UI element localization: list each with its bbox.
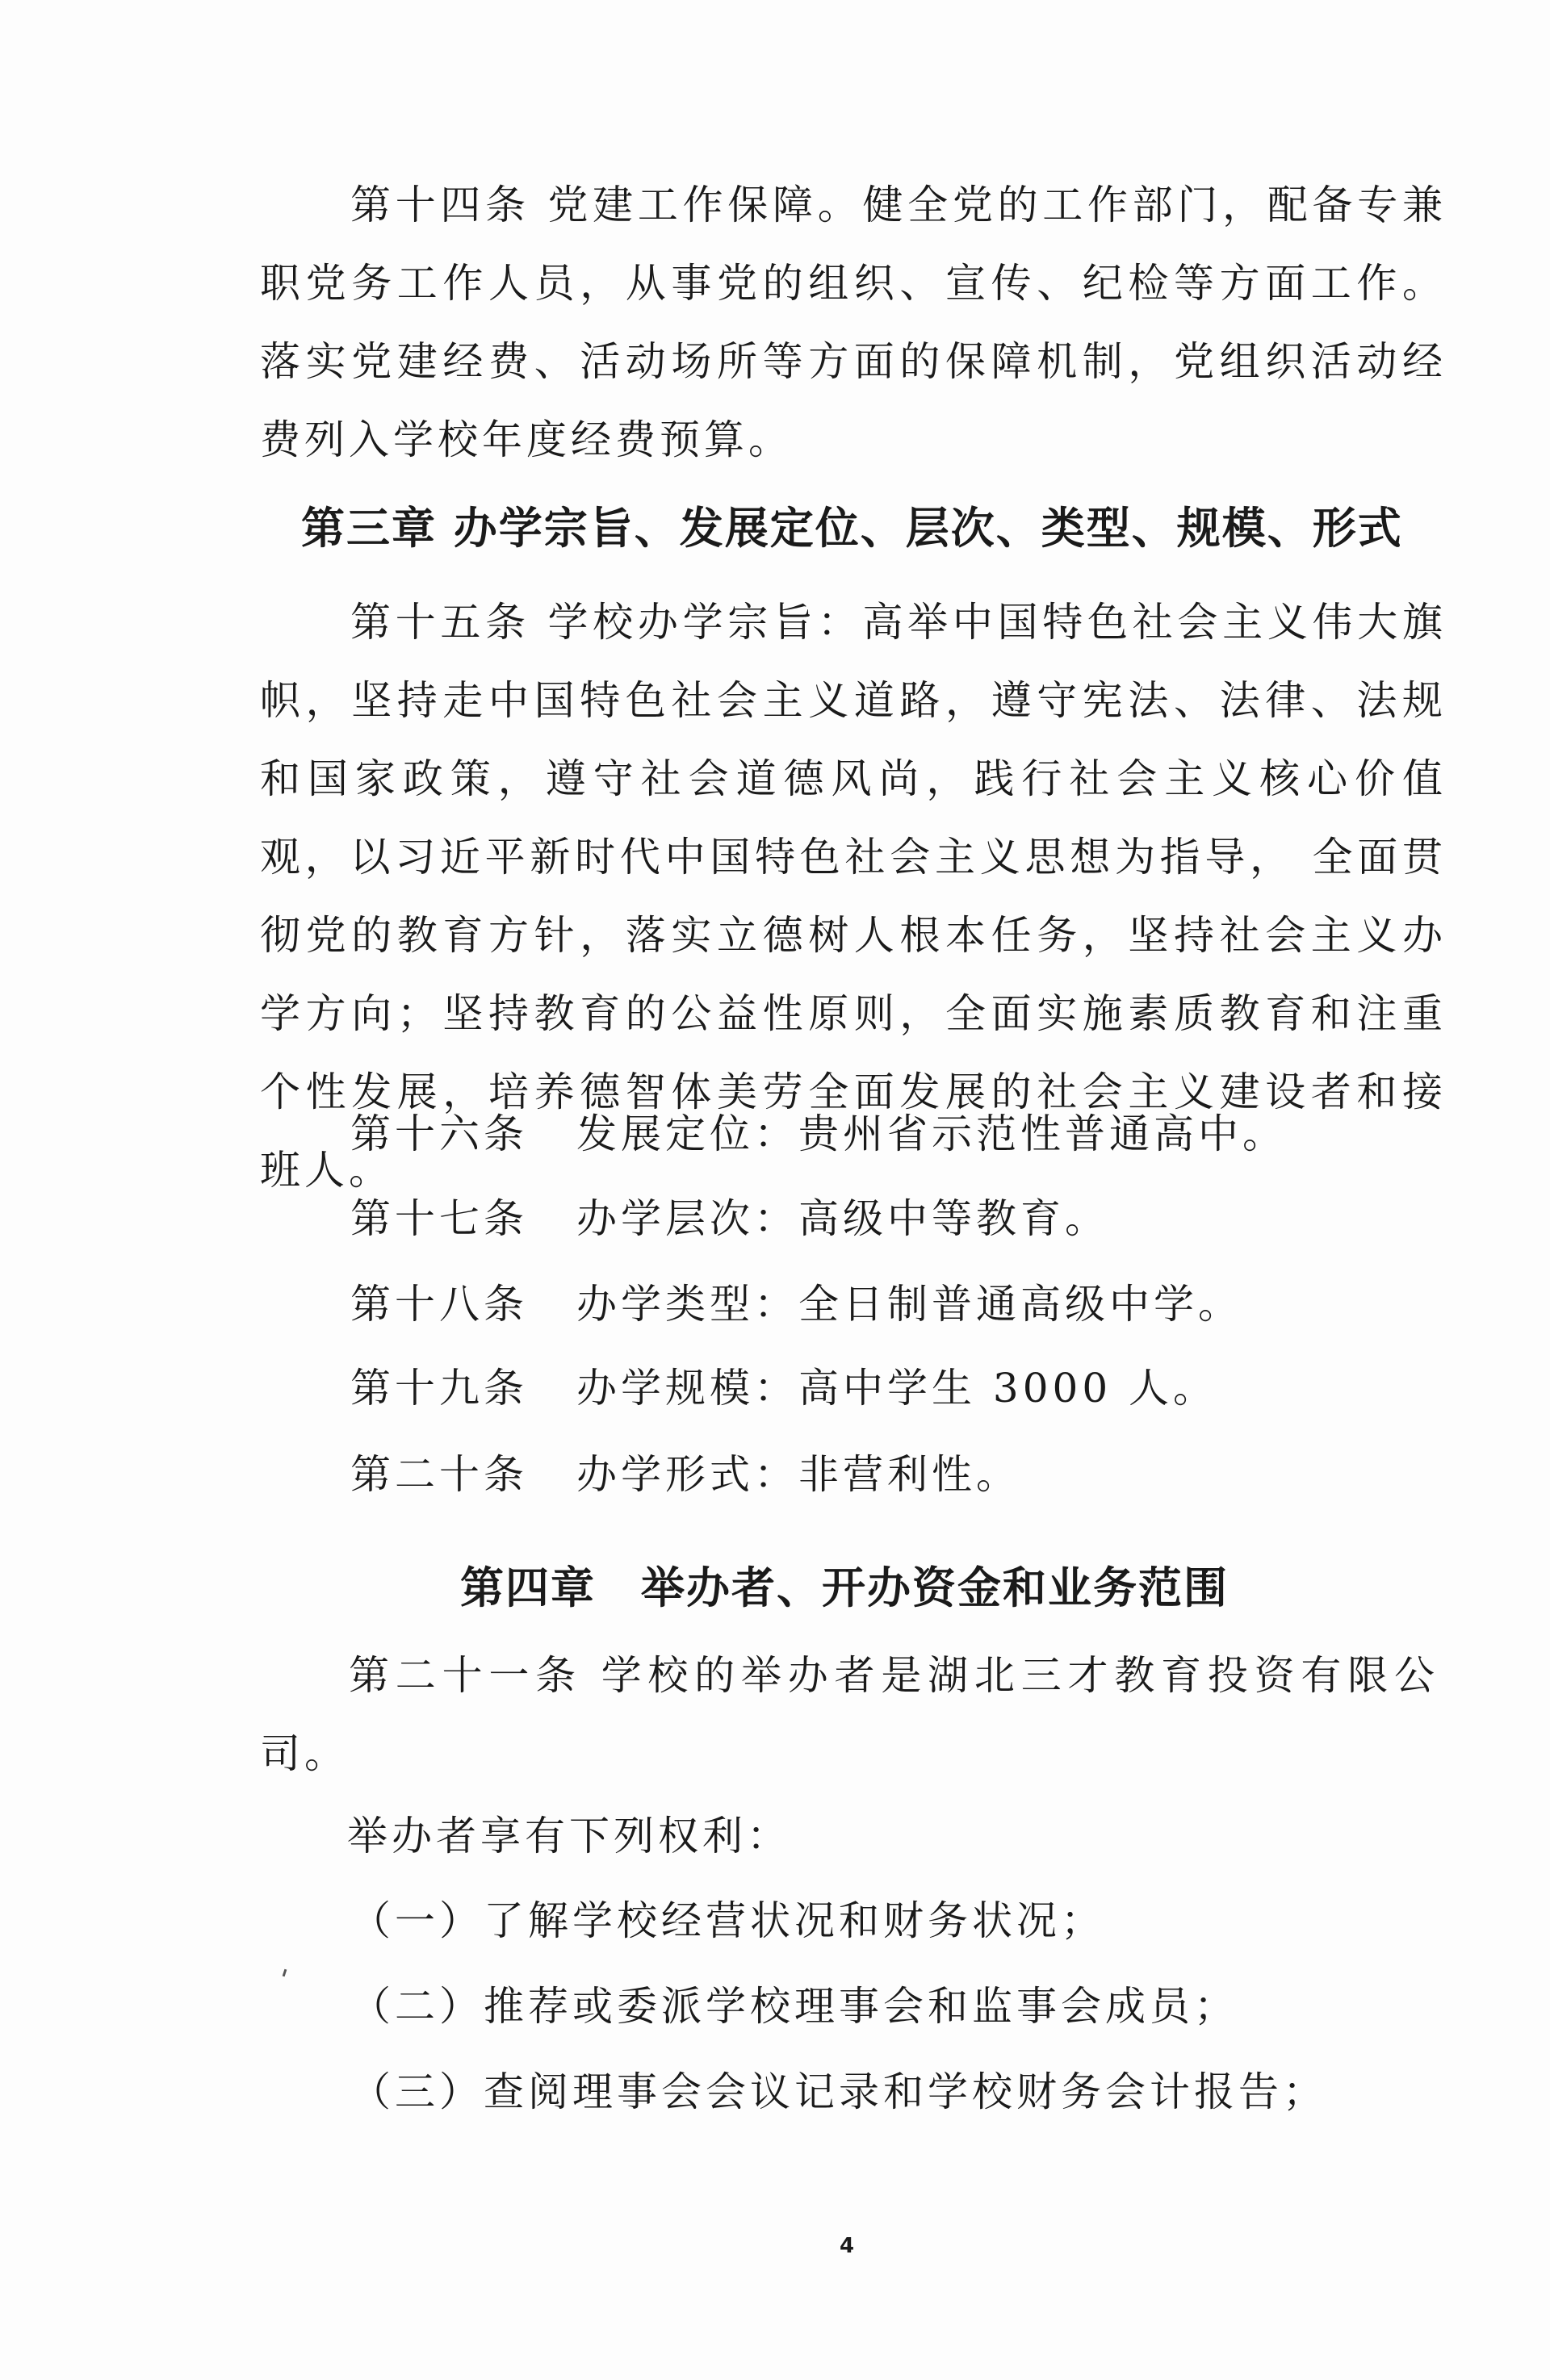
article-19-text: 办学规模：高中学生 3000 人。: [576, 1365, 1218, 1412]
article-20-text: 办学形式：非营利性。: [576, 1451, 1020, 1498]
rights-item-2: （二）推荐或委派学校理事会和监事会成员；: [350, 1983, 1238, 2030]
article-14-paragraph: 第十四条 党建工作保障。健全党的工作部门，配备专兼职党务工作人员，从事党的组织、宣传、纪检等方面工作。落实党建经费、活动场所等方面的保障机制，党组织活动经费列入学校年度经费预算。: [260, 182, 1447, 463]
article-18-number: 第十八条: [350, 1281, 528, 1328]
article-20-number: 第二十条: [350, 1451, 528, 1498]
article-18-line: [350, 1280, 1242, 1328]
article-17-text: 办学层次：高级中等教育。: [576, 1195, 1109, 1242]
article-18-text: 办学类型：全日制普通高级中学。: [576, 1281, 1242, 1328]
article-17-number: 第十七条: [350, 1195, 528, 1242]
article-19-line: [350, 1364, 1217, 1412]
article-20-line: [350, 1450, 1020, 1499]
article-15-paragraph: 第十五条 学校办学宗旨：高举中国特色社会主义伟大旗帜，坚持走中国特色社会主义道路，遵守宪法、法律、法规和国家政策，遵守社会道德风尚，践行社会主义核心价值观，以习近平新时代中国特色社会主义思想为指导， 全面贯彻党的教育方针，落实立德树人根本任务，坚持社会主义办学方向；坚持教育的公益性原则，全面实施素质教育和注重个性发展，培养德智体美劳全面发展的社会主义建设者和接班人。: [260, 599, 1447, 1194]
article-19-number: 第十九条: [350, 1365, 528, 1412]
rights-item-3: （三）查阅理事会会议记录和学校财务会计报告；: [350, 2068, 1327, 2115]
chapter-4-heading: 第四章 举办者、开办资金和业务范围: [460, 1562, 1229, 1613]
article-21-paragraph: 第二十一条 学校的举办者是湖北三才教育投资有限公司。: [260, 1652, 1439, 1777]
article-16-text: 发展定位：贵州省示范性普通高中。: [576, 1111, 1287, 1157]
chapter-3-heading: 第三章 办学宗旨、发展定位、层次、类型、规模、形式: [301, 503, 1403, 554]
rights-intro: 举办者享有下列权利：: [347, 1813, 791, 1859]
rights-item-1: （一）了解学校经营状况和财务状况；: [350, 1897, 1105, 1944]
page-number: 4: [840, 2234, 855, 2258]
scan-speck: [283, 1969, 287, 1976]
article-16-number: 第十六条: [350, 1111, 528, 1157]
article-16-line: [350, 1110, 1287, 1158]
article-17-line: [350, 1194, 1109, 1243]
